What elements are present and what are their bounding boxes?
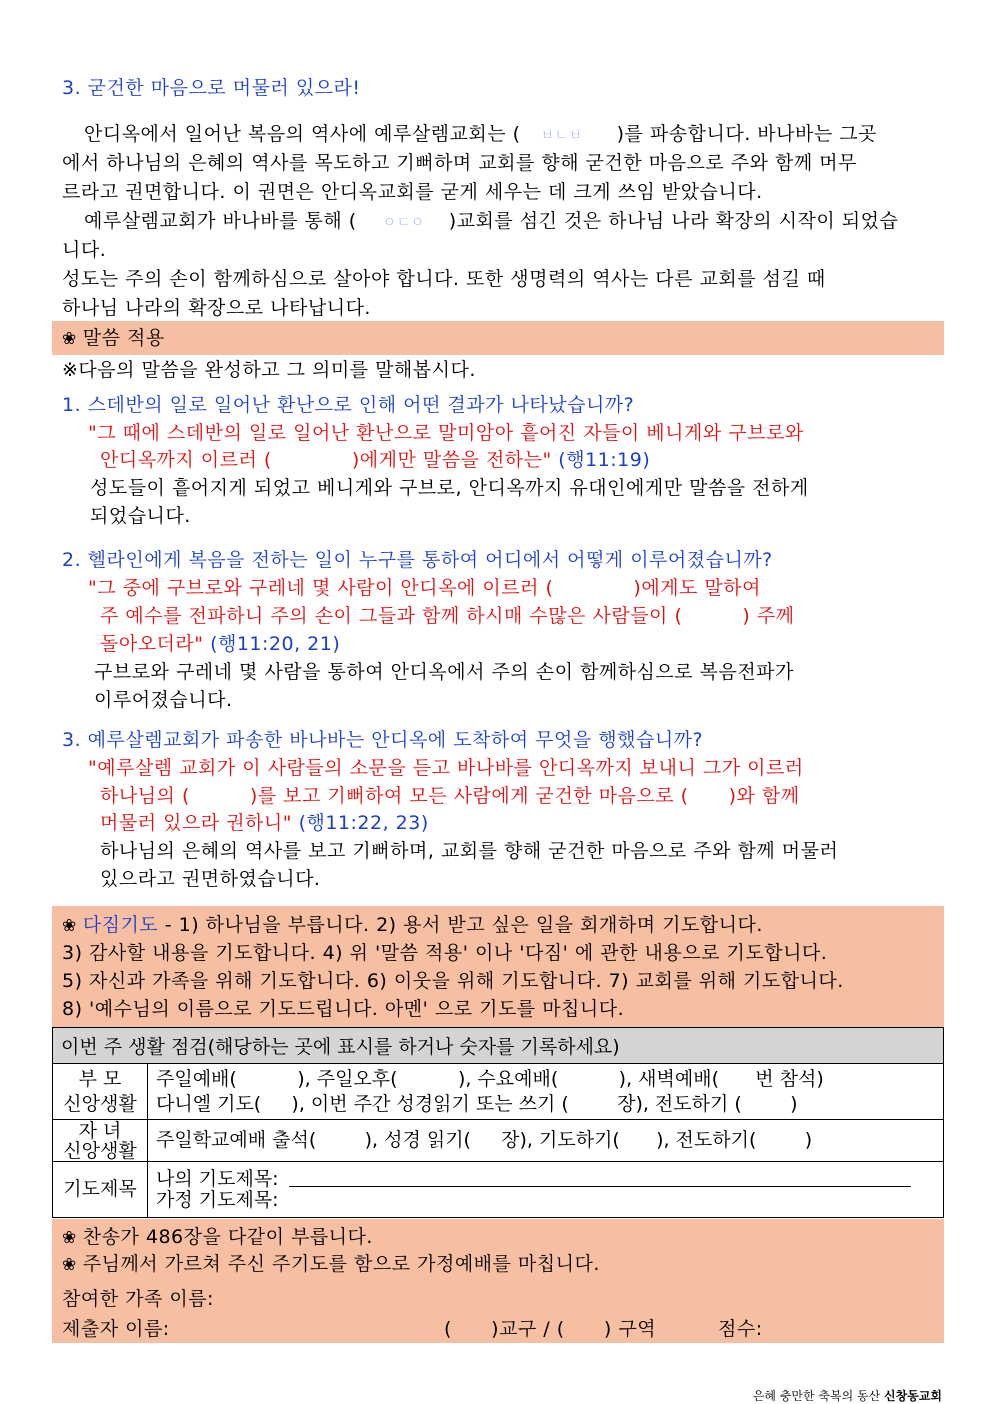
flower-icon: ❀ — [62, 916, 77, 936]
prayer-line-2: 3) 감사할 내용을 기도합니다. 4) 위 '말씀 적용' 이나 '다짐' 에 관한 내용으로 기도합니다. — [62, 942, 828, 964]
life-check-table — [52, 1027, 944, 1218]
my-prayer-label: 나의 기도제목: — [156, 1167, 279, 1190]
prayer-line-3: 5) 자신과 가족을 위해 기도합니다. 6) 이웃을 위해 기도합니다. 7) 교회를 위해 기도합니다. — [62, 970, 844, 992]
word-application-heading — [62, 324, 165, 353]
intro-text: )교회를 섬긴 것은 하나님 나라 확장의 시작이 되었습 — [448, 210, 899, 232]
question-1: 1. 스데반의 일로 일어난 환난으로 인해 어떤 결과가 나타났습니까? — [62, 394, 635, 416]
footer — [753, 1387, 942, 1404]
question-3: 3. 예루살렘교회가 파송한 바나바는 안디옥에 도착하여 무엇을 행했습니까? — [62, 729, 704, 751]
table-header: 이번 주 생활 점검(해당하는 곳에 표시를 하거나 숫자를 기록하세요) — [53, 1028, 944, 1064]
label-text: 신앙생활 — [63, 1092, 137, 1115]
flower-icon: ❀ — [62, 1255, 77, 1275]
score: 점수: — [718, 1318, 763, 1340]
verse-2-line-3 — [100, 630, 340, 658]
verse-text: )에게도 말하여 — [633, 577, 761, 599]
verse-1-line-2 — [100, 446, 650, 474]
closing-line-2 — [62, 1250, 600, 1279]
footer-text: 은혜 충만한 축복의 동산 — [752, 1389, 881, 1403]
answer-1-line-2: 되었습니다. — [90, 505, 191, 527]
prayer-topic-row — [156, 1169, 935, 1190]
verse-reference: (행11:19) — [558, 449, 651, 471]
verse-text: 머물러 있으라 권하니" — [100, 812, 293, 834]
answer-3-line-2: 있으라고 권면하였습니다. — [100, 868, 321, 890]
answer-1-line-1: 성도들이 흩어지게 되었고 베니게와 구브로, 안디옥까지 유대인에게만 말씀을 전하게 — [90, 477, 809, 499]
verse-text: 하나님의 ( — [100, 785, 190, 807]
closing-text: 찬송가 486장을 다같이 부릅니다. — [82, 1226, 373, 1248]
answer-2-line-2: 이루어졌습니다. — [94, 689, 233, 711]
prayer-topics-label: 기도제목 — [53, 1162, 148, 1218]
intro-text: )를 파송합니다. 바나바는 그곳 — [616, 123, 877, 145]
parents-checklist[interactable] — [148, 1064, 944, 1120]
label-text: 부 모 — [78, 1067, 122, 1090]
verse-text: )에게만 말씀을 전하는" — [351, 449, 552, 471]
verse-reference: (행11:20, 21) — [210, 633, 341, 655]
verse-text: )와 함께 — [728, 785, 800, 807]
flower-icon: ❀ — [62, 329, 77, 349]
family-names: 참여한 가족 이름: — [62, 1288, 214, 1310]
parish-group: ( )교구 / ( ) 구역 — [444, 1318, 657, 1340]
checklist-line: 주일예배( ), 주일오후( ), 수요예배( ), 새벽예배( 번 참석) — [156, 1067, 824, 1090]
intro-line-5: 니다. — [62, 239, 107, 261]
verse-3-line-3 — [100, 809, 429, 837]
question-2: 2. 헬라인에게 복음을 전하는 일이 누구를 통하여 어디에서 어떻게 이루어졌습니까? — [62, 549, 773, 571]
blank-hint: ㅇㄷㅇ — [382, 215, 425, 231]
word-application-bar — [52, 321, 944, 355]
intro-line-1 — [84, 120, 877, 150]
prayer-line-1 — [62, 911, 763, 940]
prayer-line-4: 8) '예수님의 이름으로 기도드립니다. 아멘' 으로 기도를 마칩니다. — [62, 998, 625, 1020]
children-checklist[interactable]: 주일학교예배 출석( ), 성경 읽기( 장), 기도하기( ), 전도하기( ) — [148, 1120, 944, 1162]
verse-1-line-1: "그 때에 스데반의 일로 일어난 환난으로 말미암아 흩어진 자들이 베니게와 구브로와 — [88, 422, 804, 444]
parents-label — [53, 1064, 148, 1120]
prayer-topics[interactable] — [148, 1162, 944, 1218]
verse-2-line-1 — [88, 574, 761, 602]
prayer-label: 다짐기도 — [82, 914, 159, 936]
intro-text: 예루살렘교회가 바나바를 통해 ( — [84, 210, 357, 232]
submitter-name: 제출자 이름: — [62, 1318, 170, 1340]
prayer-text: - 1) 하나님을 부릅니다. 2) 용서 받고 싶은 일을 회개하며 기도합니다. — [158, 914, 763, 936]
intro-line-6: 성도는 주의 손이 함께하심으로 살아야 합니다. 또한 생명력의 역사는 다른 교회를 섬길 때 — [62, 268, 826, 290]
checklist-line: 다니엘 기도( ), 이번 주간 성경읽기 또는 쓰기 ( 장), 전도하기 ( ) — [156, 1092, 798, 1115]
blank-hint: ㅂㄴㅂ — [540, 128, 583, 144]
prayer-block — [52, 906, 944, 1027]
church-name: 신창동교회 — [884, 1389, 942, 1403]
flower-icon: ❀ — [62, 1228, 77, 1248]
intro-text: 안디옥에서 일어난 복음의 역사에 예루살렘교회는 ( — [84, 123, 521, 145]
intro-line-7: 하나님 나라의 확장으로 나타납니다. — [62, 297, 371, 319]
verse-text: "그 중에 구브로와 구레네 몇 사람이 안디옥에 이르러 ( — [88, 577, 554, 599]
verse-text: 안디옥까지 이르러 ( — [100, 449, 272, 471]
instruction: ※다음의 말씀을 완성하고 그 의미를 말해봅시다. — [62, 359, 476, 381]
verse-text: 돌아오더라" — [100, 633, 204, 655]
children-label — [53, 1120, 148, 1162]
label-text: 신앙생활 — [63, 1139, 137, 1162]
answer-3-line-1: 하나님의 은혜의 역사를 보고 기뻐하며, 교회를 향해 굳건한 마음으로 주와 함께 머물러 — [100, 840, 839, 862]
label-text: 자 녀 — [78, 1119, 122, 1142]
closing-line-1 — [62, 1223, 373, 1252]
intro-line-2: 에서 하나님의 은혜의 역사를 목도하고 기뻐하며 교회를 향해 굳건한 마음으로 주와 함께 머무 — [62, 152, 857, 174]
answer-2-line-1: 구브로와 구레네 몇 사람을 통하여 안디옥에서 주의 손이 함께하심으로 복음전파가 — [94, 661, 794, 683]
verse-3-line-2 — [100, 782, 800, 810]
verse-3-line-1: "예루살렘 교회가 이 사람들의 소문을 듣고 바나바를 안디옥까지 보내니 그가 이르러 — [88, 757, 804, 779]
verse-2-line-2 — [100, 602, 795, 630]
verse-reference: (행11:22, 23) — [298, 812, 429, 834]
closing-text: 주님께서 가르쳐 주신 주기도를 함으로 가정예배를 마칩니다. — [82, 1253, 600, 1275]
verse-text: )를 보고 기뻐하여 모든 사람에게 굳건한 마음으로 ( — [249, 785, 689, 807]
verse-text: ) 주께 — [742, 605, 795, 627]
prayer-topic-row — [156, 1190, 935, 1211]
my-prayer-line[interactable] — [289, 1172, 911, 1187]
family-prayer-label: 가정 기도제목: — [156, 1188, 279, 1211]
section-title: 3. 굳건한 마음으로 머물러 있으라! — [62, 77, 361, 99]
word-application-label: 말씀 적용 — [82, 327, 165, 349]
verse-text: 주 예수를 전파하니 주의 손이 그들과 함께 하시매 수많은 사람들이 ( — [100, 605, 683, 627]
intro-line-3: 르라고 권면합니다. 이 권면은 안디옥교회를 굳게 세우는 데 크게 쓰임 받았습니다. — [62, 181, 763, 203]
intro-line-4 — [84, 207, 898, 237]
closing-block — [52, 1219, 944, 1343]
